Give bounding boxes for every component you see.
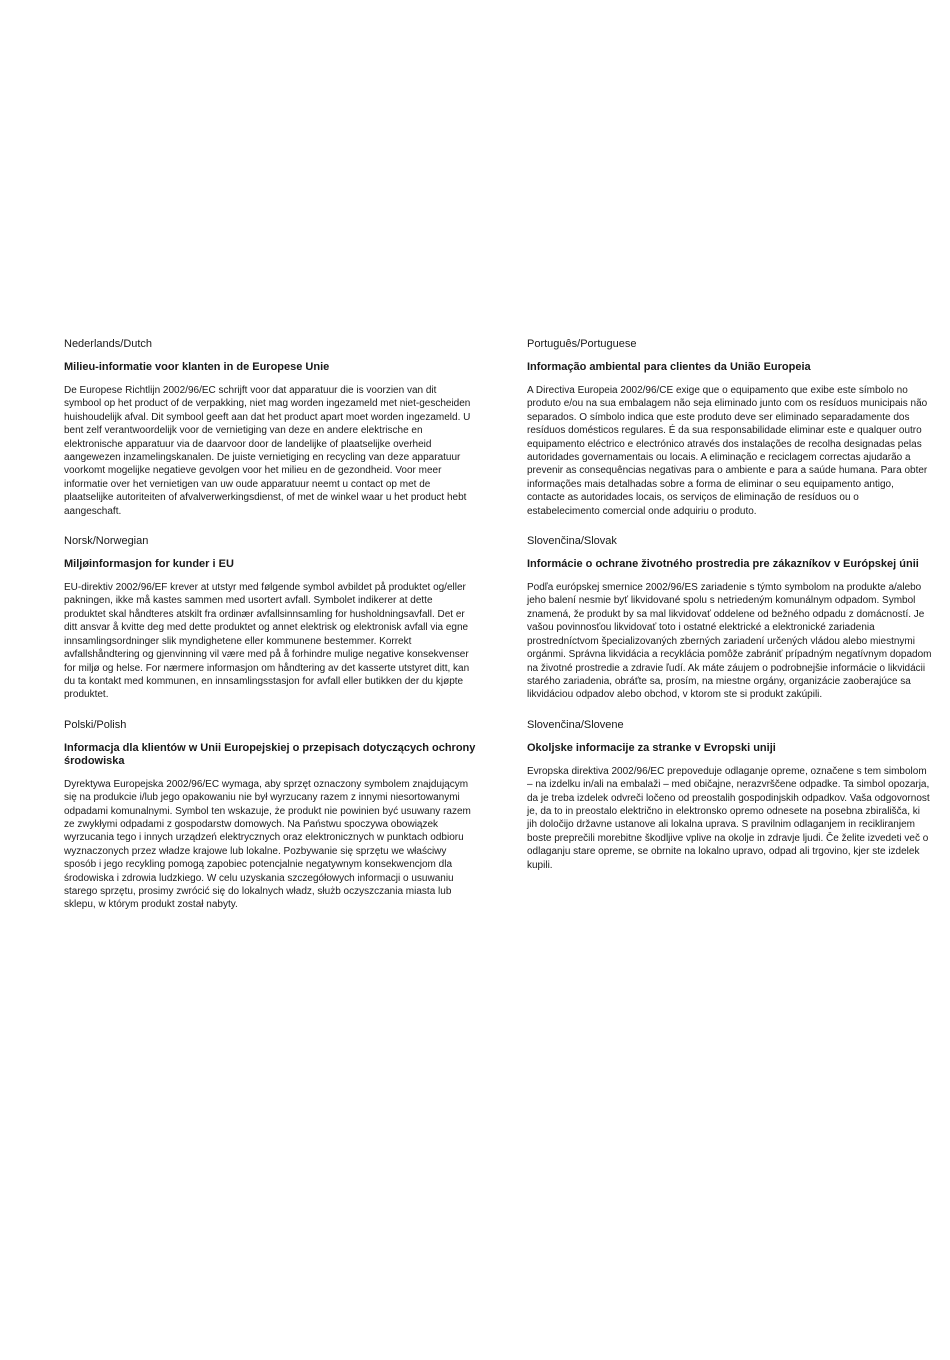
- section-body: De Europese Richtlijn 2002/96/EC schrijft voor dat apparatuur die is voorzien van dit symbool op het product of de verpakking, niet mag worden ingezameld met niet-gescheiden huishoudelijk afval. Dit symbool geeft aan dat het product apart moet worden ingezameld. U bent zelf verantwoordelijk voor de vernietiging van deze en andere elektrische en elektronische apparatuur via de daarvoor door de landelijke of plaatselijke overheid aangewezen inzamelingskanalen. De juiste vernietiging en recycling van deze apparatuur voorkomt mogelijke negatieve gevolgen voor het milieu en de gezondheid. Voor meer informatie over het vernietigen van uw oude apparatuur neemt u contact op met de plaatselijke autoriteiten of afvalverwerkingsdienst, of met de winkel waar u het product hebt aangeschaft.: [64, 385, 471, 517]
- section-heading: Informácie o ochrane životného prostredia pre zákazníkov v Európskej únii: [527, 558, 919, 571]
- section-body: Evropska direktiva 2002/96/EC prepoveduje odlaganje opreme, označene s tem simbolom – na izdelku in/ali na embalaži – med običajne, nerazvrščene odpadke. Ta simbol opozarja, da je treba izdelek odvreči ločeno od preostalih gospodinjskih odpadkov. Vaša odgovornost je, da to in preostalo električno in elektronsko opremo odnesete na posebna zbirališča, ki jih določijo državne ustanove ali lokalna uprava. S pravilnim odlaganjem in recikliranjem boste preprečili morebitne škodljive vplive na okolje in zdravje ljudi. Če želite izvedeti več o odlaganju stare opreme, se obrnite na lokalno upravo, odpad ali trgovino, kjer ste izdelek kupili.: [527, 765, 930, 871]
- section-slovak: [527, 534, 932, 702]
- section-body: Dyrektywa Europejska 2002/96/EC wymaga, aby sprzęt oznaczony symbolem znajdującym się na produkcie i/lub jego opakowaniu nie był wyrzucany razem z innymi niesortowanymi odpadami komunalnymi. Symbol ten wskazuje, że produkt nie powinien być usuwany razem ze zwykłymi odpadami z gospodarstw domowych. Na Państwu spoczywa obowiązek wyrzucania tego i innych urządzeń elektrycznych oraz elektronicznych w punktach odbioru wyznaczonych przez władze krajowe lub lokalne. Pozbywanie się sprzętu we właściwy sposób i jego recykling pomogą zapobiec potencjalnie negatywnym konsekwencjom dla środowiska i zdrowia ludzkiego. W celu uzyskania szczegółowych informacji o usuwaniu starego sprzętu, prosimy zwrócić się do lokalnych władz, służb oczyszczania miasta lub sklepu, w którym produkt został nabyty.: [64, 778, 471, 911]
- section-language: Slovenčina/Slovene: [527, 718, 624, 731]
- section-language: Nederlands/Dutch: [64, 338, 153, 350]
- right-column: [527, 337, 932, 888]
- section-portuguese: [527, 337, 932, 518]
- section-body: A Directiva Europeia 2002/96/CE exige que o equipamento que exibe este símbolo no produto e/ou na sua embalagem não seja eliminado junto com os resíduos municipais não separados. O símbolo indica que este produto deve ser eliminado separadamente dos resíduos domésticos regulares. É da sua responsabilidade eliminar este e qualquer outro equipamento eléctrico e electrónico através dos instalações de recolha designadas pelas autoridades governamentais ou locais. A eliminação e reciclagem correctas ajudarão a prevenir as consequências negativas para o ambiente e para a saúde humana. Para obter informações mais detalhadas sobre a forma de eliminar o seu equipamento antigo, contacte as autoridades locais, os serviços de eliminação de resíduos ou o estabelecimento comercial onde adquiriu o produto.: [527, 385, 928, 517]
- section-language: Polski/Polish: [64, 718, 127, 731]
- left-column: [64, 337, 476, 928]
- section-heading: Informação ambiental para clientes da União Europeia: [527, 361, 811, 373]
- section-language: Norsk/Norwegian: [64, 535, 149, 548]
- section-norwegian: [64, 534, 476, 702]
- section-slovene: [527, 718, 932, 872]
- section-dutch: [64, 337, 476, 518]
- section-heading: Informacja dla klientów w Unii Europejskiej o przepisach dotyczących ochrony środowiska: [64, 741, 476, 767]
- section-body: Podľa európskej smernice 2002/96/ES zariadenie s týmto symbolom na produkte a/alebo jeho balení nesmie byť likvidované spolu s netriedeným komunálnym odpadom. Symbol znamená, že produkt by sa mal likvidovať oddelene od bežného odpadu z domácností. Je vašou povinnosťou likvidovať toto i ostatné elektrické a elektronické zariadenia prostredníctvom špecializovaných zberných zariadení určených vládou alebo miestnymi orgánmi. Správna likvidácia a recyklácia pomôže zabrániť prípadným negatívnym dopadom na životné prostredie a zdravie ľudí. Ak máte záujem o podrobnejšie informácie o likvidácii starého zariadenia, obráťte sa, prosím, na miestne orgány, organizácie zaoberajúce sa likvidáciou odpadov alebo obchod, v ktorom ste si produkt zakúpili.: [527, 582, 932, 701]
- section-body: EU-direktiv 2002/96/EF krever at utstyr med følgende symbol avbildet på produktet og/eller pakningen, ikke må kastes sammen med usortert avfall. Symbolet indikerer at dette produktet skal håndteres atskilt fra ordinær avfallsinnsamling for husholdningsavfall. Det er ditt ansvar å kvitte deg med dette produktet og annet elektrisk og elektronisk avfall via egne innsamlingsordninger slik myndighetene eller kommunene bestemmer. Korrekt avfallshåndtering og gjenvinning vil være med på å forhindre mulige negative konsekvenser for miljø og helse. For nærmere informasjon om håndtering av det kasserte utstyret ditt, kan du ta kontakt med kommunen, en innsamlingsstasjon for avfall eller butikken der du kjøpte produktet.: [64, 582, 470, 701]
- section-language: Português/Portuguese: [527, 338, 637, 350]
- section-heading: Okoljske informacije za stranke v Evropski uniji: [527, 741, 776, 754]
- section-language: Slovenčina/Slovak: [527, 535, 617, 548]
- section-heading: Milieu-informatie voor klanten in de Europese Unie: [64, 361, 330, 373]
- section-heading: Miljøinformasjon for kunder i EU: [64, 558, 234, 571]
- section-polish: [64, 718, 476, 912]
